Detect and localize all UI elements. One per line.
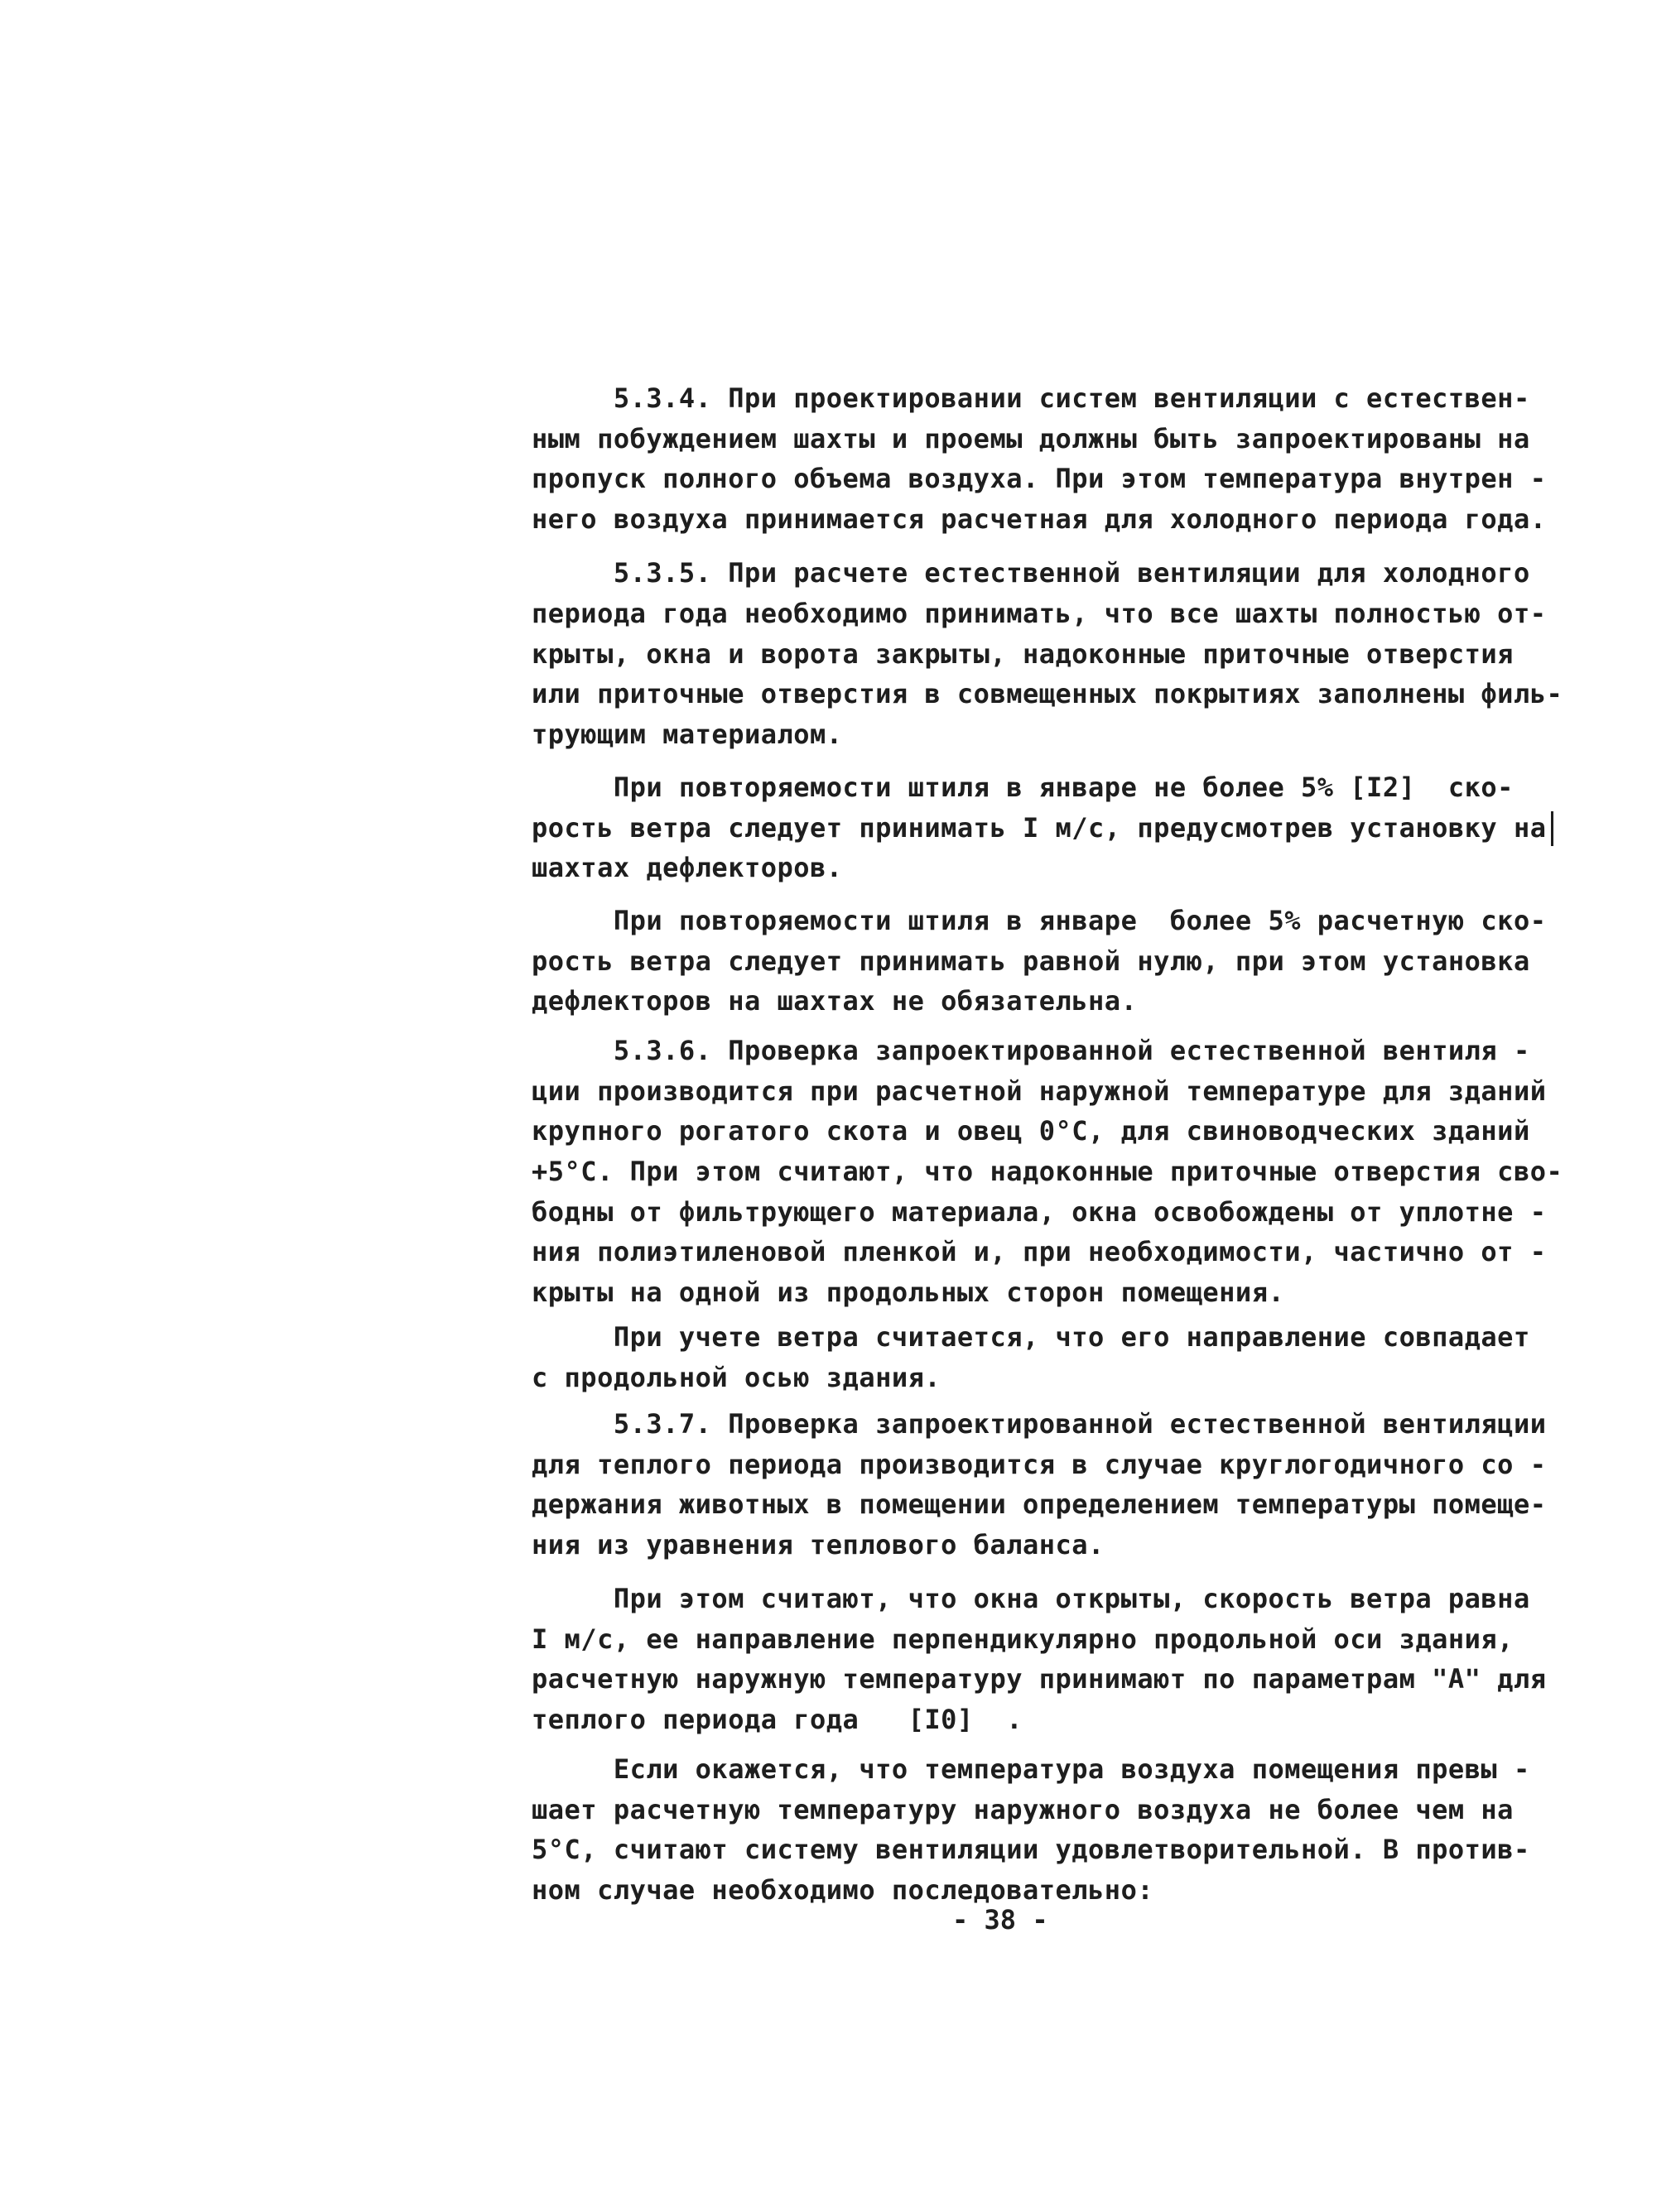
text-line: При повторяемости штиля в январе не более 5% [I2] ско- xyxy=(532,772,1514,803)
text-line: ции производится при расчетной наружной температуре для зданий xyxy=(532,1075,1547,1107)
text-line: крыты, окна и ворота закрыты, надоконные приточные отверстия xyxy=(532,638,1514,670)
text-line: с продольной осью здания. xyxy=(532,1362,941,1393)
text-line: расчетную наружную температуру принимают по параметрам "А" для xyxy=(532,1663,1547,1695)
text-line: Если окажется, что температура воздуха помещения превы - xyxy=(532,1753,1530,1785)
text-line: ным побуждением шахты и проемы должны быть запроектированы на xyxy=(532,423,1530,454)
text-line: для теплого периода производится в случае круглогодичного со - xyxy=(532,1449,1547,1480)
text-line: дефлекторов на шахтах не обязательна. xyxy=(532,985,1138,1017)
text-line: держания животных в помещении определением температуры помеще- xyxy=(532,1488,1547,1520)
text-line: I м/с, ее направление перпендикулярно продольной оси здания, xyxy=(532,1623,1514,1655)
text-line: При повторяемости штиля в январе более 5% расчетную ско- xyxy=(532,905,1547,936)
text-line: 5.3.4. При проектировании систем вентиляции с естествен- xyxy=(532,382,1530,414)
text-line: При этом считают, что окна открыты, скорость ветра равна xyxy=(532,1583,1530,1614)
text-line: ном случае необходимо последовательно: xyxy=(532,1874,1154,1906)
text-line: ния полиэтиленовой пленкой и, при необходимости, частично от - xyxy=(532,1236,1547,1267)
text-line: 5°С, считают систему вентиляции удовлетворительной. В против- xyxy=(532,1834,1530,1865)
text-line: рость ветра следует принимать I м/с, предусмотрев установку на xyxy=(532,812,1547,844)
text-line: крыты на одной из продольных сторон помещения. xyxy=(532,1277,1285,1308)
text-line: 5.3.7. Проверка запроектированной естественной вентиляции xyxy=(532,1408,1547,1440)
text-line: теплого периода года [I0] . xyxy=(532,1704,1023,1735)
text-line: 5.3.6. Проверка запроектированной естественной вентиля - xyxy=(532,1035,1530,1066)
text-line: или приточные отверстия в совмещенных покрытиях заполнены филь- xyxy=(532,678,1563,709)
text-line: шает расчетную температуру наружного воздуха не более чем на xyxy=(532,1794,1514,1825)
text-line: +5°С. При этом считают, что надоконные приточные отверстия сво- xyxy=(532,1156,1563,1187)
text-line: трующим материалом. xyxy=(532,719,843,750)
text-line: него воздуха принимается расчетная для холодного периода года. xyxy=(532,503,1547,535)
page-number: - 38 - xyxy=(952,1904,1048,1935)
text-line: При учете ветра считается, что его направление совпадает xyxy=(532,1321,1530,1353)
text-line: пропуск полного объема воздуха. При этом температура внутрен - xyxy=(532,463,1547,494)
text-line: крупного рогатого скота и овец 0°С, для свиноводческих зданий xyxy=(532,1115,1530,1147)
text-line: 5.3.5. При расчете естественной вентиляции для холодного xyxy=(532,557,1530,589)
margin-mark xyxy=(1551,811,1553,846)
text-line: шахтах дефлекторов. xyxy=(532,852,843,883)
text-line: ния из уравнения теплового баланса. xyxy=(532,1529,1105,1560)
text-line: периода года необходимо принимать, что все шахты полностью от- xyxy=(532,598,1547,629)
text-line: рость ветра следует принимать равной нулю, при этом установка xyxy=(532,945,1530,977)
text-line: бодны от фильтрующего материала, окна освобождены от уплотне - xyxy=(532,1196,1547,1228)
